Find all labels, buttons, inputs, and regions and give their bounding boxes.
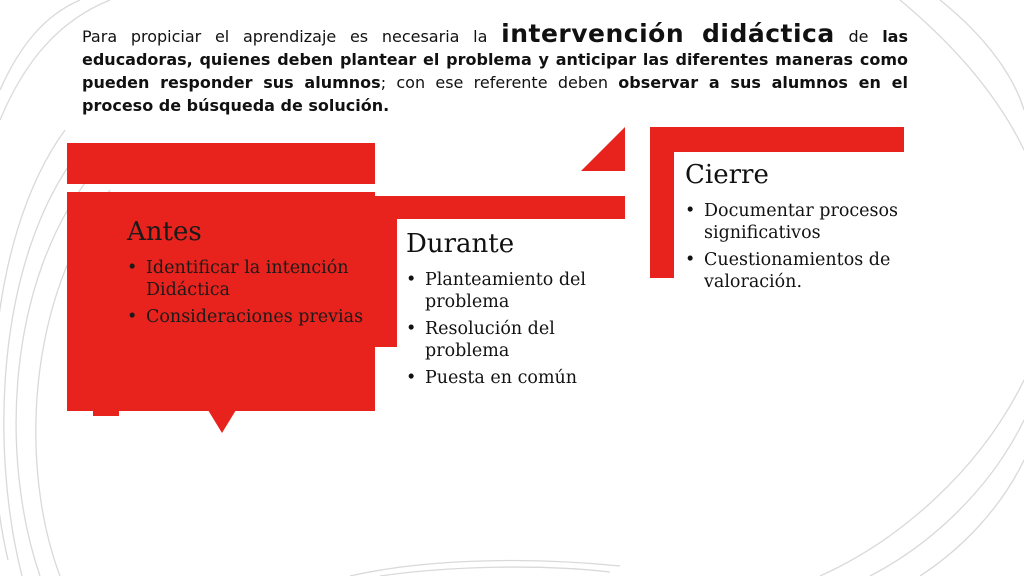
intro-paragraph [82, 19, 908, 117]
list-item: • Identificar la intención Didáctica [127, 257, 367, 301]
antes-top-bar [67, 143, 375, 184]
intro-text-1: Para propiciar el aprendizaje es necesaria la [82, 27, 502, 46]
antes-tab [93, 405, 119, 416]
step-list-antes [127, 257, 367, 328]
list-item: • Documentar procesos significativos [685, 200, 910, 244]
durante-side-bar [375, 219, 397, 347]
cierre-top-bar [650, 127, 904, 152]
durante-top-bar [375, 196, 625, 219]
intro-highlight: intervención didáctica [501, 19, 835, 48]
step-list-cierre [685, 200, 910, 293]
intro-text-3: las educadoras, quienes deben plantear el problema y anticipar las diferentes maneras como pueden responder sus alumnos [82, 27, 908, 92]
step-list-durante [406, 269, 638, 389]
intro-text-4: ; con ese referente deben [380, 73, 619, 92]
list-item: • Resolución del problema [406, 318, 638, 362]
intro-text-5: observar a sus alumnos en el proceso de búsqueda de solución. [82, 73, 908, 115]
list-item: • Puesta en común [406, 367, 638, 389]
step-durante [406, 229, 638, 394]
cierre-side-bar [650, 152, 674, 278]
list-item: • Consideraciones previas [127, 306, 367, 328]
step-title-antes: Antes [127, 217, 202, 247]
list-item: • Planteamiento del problema [406, 269, 638, 313]
step-title-cierre: Cierre [685, 160, 769, 190]
list-item: • Cuestionamientos de valoración. [685, 249, 910, 293]
step-antes [127, 217, 367, 333]
step-title-durante: Durante [406, 229, 515, 259]
intro-text-2: de [834, 27, 883, 46]
durante-corner-triangle [581, 127, 625, 171]
antes-pointer [208, 410, 236, 433]
step-cierre [685, 160, 910, 298]
